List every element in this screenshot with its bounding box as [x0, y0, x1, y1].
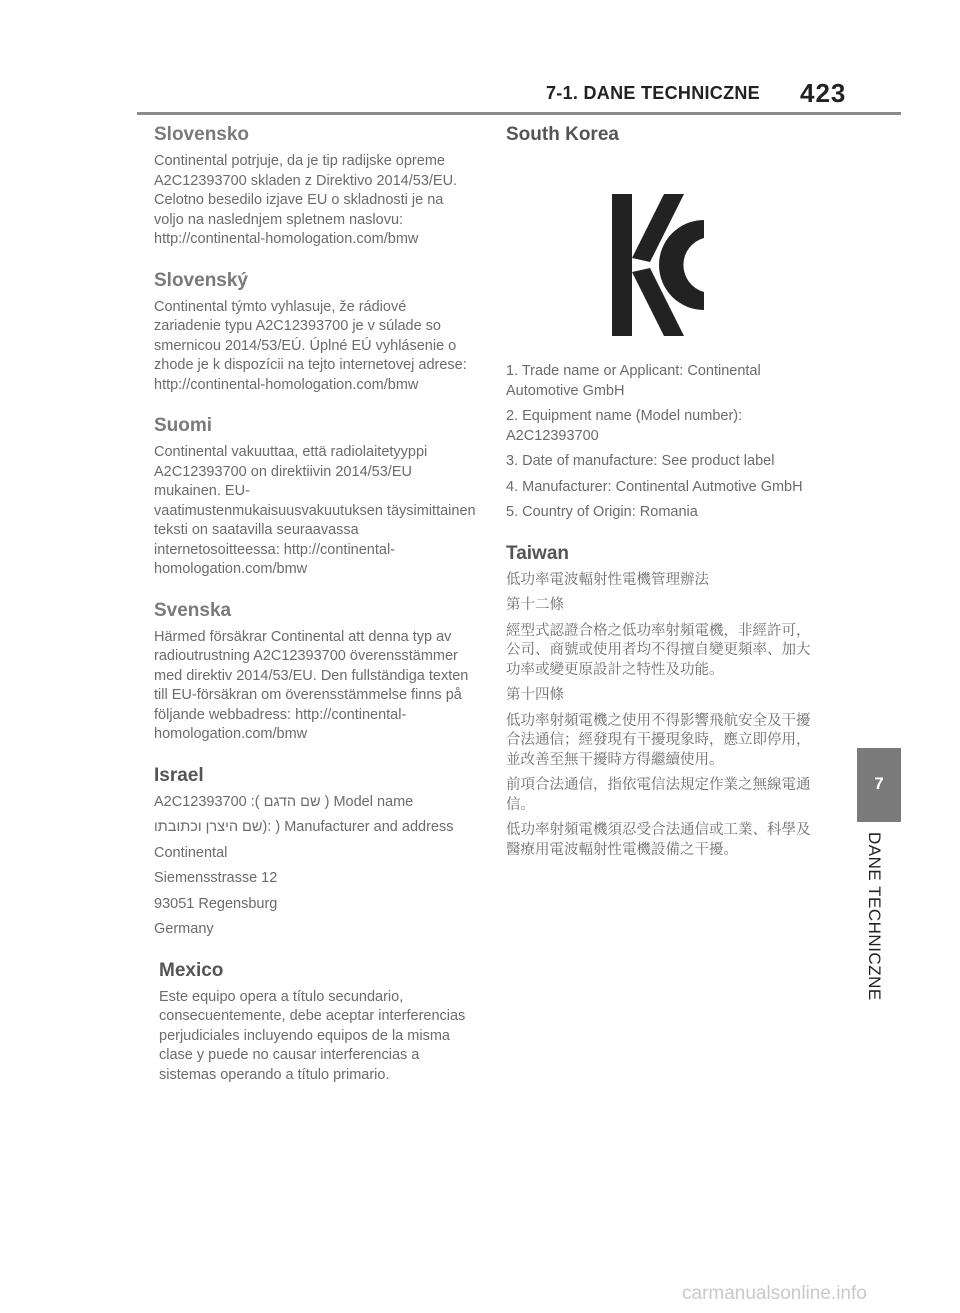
- section-taiwan: [506, 543, 821, 861]
- page-number: 423: [800, 78, 847, 108]
- section-text: 93051 Regensburg: [154, 895, 278, 912]
- section-heading: Mexico: [159, 959, 224, 981]
- section-slovensko: [154, 124, 476, 250]
- section-south-korea: [506, 124, 821, 523]
- section-slovensky: [154, 270, 476, 396]
- header-title: 7-1. DANE TECHNICZNE: [545, 83, 760, 103]
- section-text: שם היצרן וכתובתו): ) Manufacturer and address: [154, 819, 454, 835]
- section-heading: South Korea: [506, 124, 619, 145]
- list-item: 4. Manufacturer: Continental Autmotive GmbH: [506, 478, 803, 495]
- section-text: 經型式認證合格之低功率射頻電機，非經許可，公司、商號或使用者均不得擅自變更頻率、加大功率或變更原設計之特性及功能。: [506, 622, 811, 678]
- list-item: 3. Date of manufacture: See product label: [506, 453, 775, 469]
- section-text: Continental potrjuje, da je tip radijske opreme A2C12393700 skladen z Direktivo 2014/53/EU. Celotno besedilo izjave EU o skladnosti je na voljo na naslednjem spletnem naslovu: http://continental-homologation.com/bmw: [154, 153, 458, 247]
- section-svenska: [154, 600, 476, 745]
- section-text: Härmed försäkrar Continental att denna typ av radioutrustning A2C12393700 överensstämmer med direktiv 2014/53/EU. Den fullständiga texten till EU-försäkran om överensstämmelse finns på följande webbadress: http://continental-homologation.com/bmw: [154, 628, 469, 742]
- section-heading: Slovensko: [154, 124, 250, 145]
- section-text: 第十四條: [506, 687, 564, 703]
- section-text: Germany: [154, 921, 214, 937]
- section-heading: Taiwan: [506, 542, 569, 564]
- section-heading: Suomi: [154, 415, 213, 436]
- section-heading: Slovenský: [154, 269, 248, 291]
- section-text: 低功率射頻電機之使用不得影響飛航安全及干擾合法通信；經發現有干擾現象時，應立即停用，並改善至無干擾時方得繼續使用。: [506, 712, 811, 768]
- section-text: Continental: [154, 844, 228, 861]
- section-text: Siemensstrasse 12: [154, 870, 278, 886]
- left-column: [154, 124, 476, 1105]
- section-israel: [154, 765, 476, 940]
- section-text: 低功率電波輻射性電機管理辦法: [506, 571, 709, 588]
- chapter-tab: 7: [857, 748, 901, 822]
- section-suomi: [154, 415, 476, 580]
- section-text: 低功率射頻電機須忍受合法通信或工業、科學及醫療用電波輻射性電機設備之干擾。: [506, 822, 811, 858]
- chapter-side-label: DANE TECHNICZNE: [865, 832, 884, 1001]
- right-column: [506, 124, 821, 880]
- section-text: 前項合法通信，指依電信法規定作業之無線電通信。: [506, 777, 811, 813]
- section-text: A2C12393700 :( שם הדגם ) Model name: [154, 793, 414, 810]
- list-item: 2. Equipment name (Model number): A2C12393700: [506, 408, 743, 444]
- section-text: 第十二條: [506, 597, 564, 613]
- list-item: 5. Country of Origin: Romania: [506, 504, 698, 520]
- section-text: Este equipo opera a título secundario, consecuentemente, debe aceptar interferencias perjudiciales incluyendo equipos de la misma clase y puede no causar interferencias a sistemas operando a título primario.: [159, 988, 466, 1083]
- section-text: Continental vakuuttaa, että radiolaitetyyppi A2C12393700 on direktiivin 2014/53/EU mukainen. EU-vaatimustenmukaisuusvakuutuksen täysimittainen teksti on saatavilla seuraavassa internetosoitteessa: http://continental-homologation.com/bmw: [154, 444, 476, 577]
- kc-mark-icon: [612, 194, 704, 336]
- header-rule: [137, 112, 901, 115]
- section-heading: Svenska: [154, 599, 232, 621]
- section-mexico: [159, 960, 476, 1086]
- list-item: 1. Trade name or Applicant: Continental Automotive GmbH: [506, 363, 761, 399]
- section-text: Continental týmto vyhlasuje, že rádiové zariadenie typu A2C12393700 je v súlade so smernicou 2014/53/EÚ. Úplné EÚ vyhlásenie o zhode je k dispozícii na tejto internetovej adrese: http://continental-homologation.com/bmw: [154, 298, 467, 393]
- section-heading: Israel: [154, 764, 204, 786]
- watermark: carmanualsonline.info: [682, 1283, 867, 1304]
